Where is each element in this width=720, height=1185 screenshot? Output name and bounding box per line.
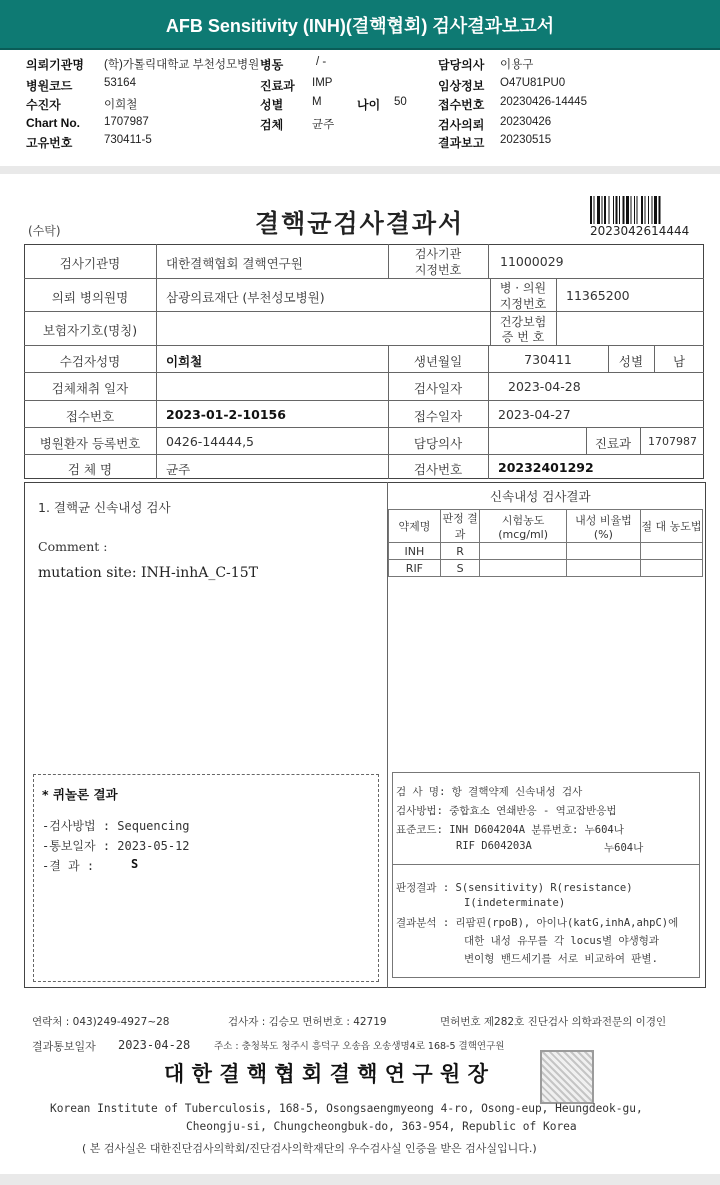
header-value: (학)가톨릭대학교 부천성모병원	[104, 59, 260, 71]
inst-code-label: 지정번호	[414, 263, 462, 277]
doctor-license: 면허번호 제282호 진단검사 의학과전문의 이경인	[440, 1016, 667, 1028]
report-title: 결핵균검사결과서	[255, 209, 465, 238]
doctor-label: 담당의사	[413, 436, 463, 451]
result-cell: R	[440, 543, 480, 560]
receipt-date-value: 2023-04-27	[498, 407, 571, 422]
col-divider	[488, 244, 489, 278]
org-name: 대 한 결 핵 협 회 결 핵 연 구 원 장	[164, 1061, 488, 1086]
sex-value: M	[312, 96, 322, 108]
table-cell	[640, 560, 702, 577]
table-cell	[480, 543, 566, 560]
hospital-value: 삼광의료재단 (부천성모병원)	[166, 290, 325, 305]
certification: ( 본 검사실은 대한진단검사의학회/진단검사의학재단의 우수검사실 인증을 받은 검사실입니다.)	[82, 1142, 537, 1155]
row-divider	[24, 345, 704, 346]
drug-cell: RIF	[389, 560, 441, 577]
table-cell	[566, 543, 640, 560]
regno-label: 병원환자 등록번호	[39, 436, 141, 451]
age-value: 50	[394, 96, 407, 108]
test-info-divider	[392, 864, 700, 865]
inst-code-label: 검사기관	[414, 247, 462, 261]
receipt-label: 접수번호	[65, 409, 115, 424]
barcode-text: 2023042614444	[590, 224, 690, 238]
row-divider	[24, 278, 704, 279]
report-sheet	[0, 174, 720, 1174]
page-title: AFB Sensitivity (INH)(결핵협회) 검사결과보고서	[165, 16, 555, 36]
header-label: 검사의뢰	[438, 118, 485, 132]
quinolone-method: -검사방법 : Sequencing	[42, 819, 190, 833]
regno-value: 0426-14444,5	[166, 434, 255, 449]
insured-label: 보험자기호(명칭)	[42, 323, 138, 338]
tester: 검사자 : 김승모 면허번호 : 42719	[228, 1016, 387, 1028]
test-no-value: 20232401292	[498, 460, 594, 475]
judge-line: 판정결과 : S(sensitivity) R(resistance)	[396, 882, 633, 894]
header-label: 임상정보	[438, 79, 485, 93]
judge-line: I(indeterminate)	[464, 897, 566, 909]
header-label: 수진자	[26, 98, 61, 112]
patient-value: 이희철	[166, 354, 203, 369]
receipt-value: 2023-01-2-10156	[166, 407, 286, 422]
header-label: 고유번호	[26, 136, 73, 150]
hosp-code-label: 지정번호	[499, 297, 547, 311]
susceptibility-table	[388, 509, 703, 577]
table-cell	[640, 543, 702, 560]
table-cell	[566, 560, 640, 577]
row-divider	[24, 400, 704, 401]
quinolone-date: -통보일자 : 2023-05-12	[42, 839, 190, 853]
col-header: 약제명	[389, 510, 441, 543]
specimen-label: 검 체 명	[67, 462, 113, 477]
insurance-label: 건강보험	[499, 315, 547, 329]
test-no-label: 검사번호	[413, 462, 463, 477]
row-divider	[24, 427, 704, 428]
result-cell: S	[440, 560, 480, 577]
quinolone-title: * 퀴놀론 결과	[42, 787, 118, 802]
sex-label: 성별	[618, 354, 644, 369]
header-value: 20230426	[500, 116, 552, 128]
header-label: 결과보고	[438, 136, 485, 150]
dept-label: 진료과	[594, 436, 632, 451]
test-date-value: 2023-04-28	[508, 379, 581, 394]
quinolone-result-label: -결 과 :	[42, 859, 95, 873]
analysis-line: 결과분석 : 리팜핀(rpoB), 아이나(katG,inhA,ahpC)에	[396, 917, 679, 929]
address-en: Cheongju-si, Chungcheongbuk-do, 363-954, Republic of Korea	[186, 1120, 577, 1133]
age-label: 나이	[357, 98, 381, 112]
collect-label: 검체채취 일자	[51, 381, 129, 396]
inst-code-value: 11000029	[500, 254, 564, 269]
hosp-code-value: 11365200	[566, 288, 630, 303]
col-divider	[556, 278, 557, 345]
test-date-label: 검사일자	[413, 381, 463, 396]
address-en: Korean Institute of Tuberculosis, 168-5, Osongsaengmyeong 4-ro, Osong-eup, Heungdeok-gu,	[50, 1102, 643, 1115]
specimen-value: 균주	[166, 462, 191, 477]
col-divider	[640, 427, 641, 454]
hosp-code-label: 병 · 의원	[499, 281, 547, 295]
notice-date: 2023-04-28	[118, 1038, 191, 1052]
address-kr: 주소 : 충청북도 청주시 흥덕구 오송읍 오송생명4로 168-5 결핵연구원	[214, 1041, 505, 1052]
test-code: 표준코드: INH D604204A 분류번호: 누604나	[396, 824, 624, 836]
dept-value: 1707987	[648, 435, 697, 448]
row-divider	[24, 311, 704, 312]
sex-label: 성별	[260, 98, 284, 112]
header-value: 20230426-14445	[500, 96, 587, 108]
official-seal	[540, 1050, 594, 1104]
sex-value: 남	[672, 354, 686, 369]
col-divider	[156, 244, 157, 479]
table-row	[389, 560, 703, 577]
susceptibility-title: 신속내성 검사결과	[490, 489, 591, 504]
header-value: 53164	[104, 77, 136, 89]
specimen-label: 검체	[260, 118, 284, 132]
insurance-label: 증 번 호	[501, 330, 545, 344]
report-header	[0, 50, 720, 166]
birth-label: 생년월일	[413, 354, 463, 369]
comment-label: Comment :	[38, 539, 108, 554]
quinolone-result: S	[131, 857, 139, 871]
test-code: RIF D604203A	[456, 840, 532, 852]
table-cell	[480, 560, 566, 577]
header-label: 병원코드	[26, 79, 73, 93]
header-value: 이용구	[500, 59, 534, 71]
header-label: Chart No.	[26, 116, 80, 130]
col-header: 절 대 농도법	[640, 510, 702, 543]
test-method: 검사방법: 중합효소 연쇄반응 - 역교잡반응법	[396, 805, 617, 817]
header-value: 이희철	[104, 99, 138, 111]
ward-value: / -	[316, 56, 327, 68]
notice-label: 결과통보일자	[32, 1040, 96, 1053]
test-name: 검 사 명: 항 결핵약제 신속내성 검사	[396, 786, 583, 798]
receipt-date-label: 접수일자	[413, 409, 463, 424]
row-divider	[24, 372, 704, 373]
birth-value: 730411	[524, 352, 572, 367]
institution-value: 대한결핵협회 결핵연구원	[166, 256, 303, 271]
hospital-label: 의뢰 병의원명	[51, 290, 129, 305]
test-item: 1. 결핵균 신속내성 검사	[38, 500, 171, 515]
barcode	[590, 196, 690, 226]
header-label: 의뢰기관명	[26, 58, 84, 72]
mutation-site: mutation site: INH-inhA_C-15T	[38, 565, 258, 581]
col-header: 판정 결과	[440, 510, 480, 543]
dept-value: IMP	[312, 77, 333, 89]
patient-label: 수검자성명	[59, 354, 121, 369]
quinolone-box	[33, 774, 379, 982]
institution-label: 검사기관명	[59, 256, 121, 271]
header-label: 담당의사	[438, 58, 485, 72]
drug-cell: INH	[389, 543, 441, 560]
test-code: 누604나	[604, 842, 644, 854]
col-header: 내성 비율법(%)	[566, 510, 640, 543]
header-value: 20230515	[500, 134, 552, 146]
header-label: 접수번호	[438, 98, 485, 112]
row-divider	[24, 454, 704, 455]
col-header: 시험농도 (mcg/ml)	[480, 510, 566, 543]
header-value: 730411-5	[104, 134, 152, 146]
copy-tag: (수탁)	[28, 224, 61, 238]
specimen-value: 균주	[312, 119, 335, 131]
table-row	[389, 543, 703, 560]
header-value: 1707987	[104, 116, 149, 128]
analysis-line: 대한 내성 유무를 각 locus별 야생형과	[464, 935, 660, 947]
dept-label: 진료과	[260, 79, 295, 93]
analysis-line: 변이형 밴드세기를 서로 비교하여 판별.	[464, 953, 658, 965]
title-bar	[0, 0, 720, 50]
ward-label: 병동	[260, 58, 284, 72]
header-value: O47U81PU0	[500, 77, 566, 89]
contact: 연락처 : 043)249-4927~28	[32, 1016, 170, 1028]
